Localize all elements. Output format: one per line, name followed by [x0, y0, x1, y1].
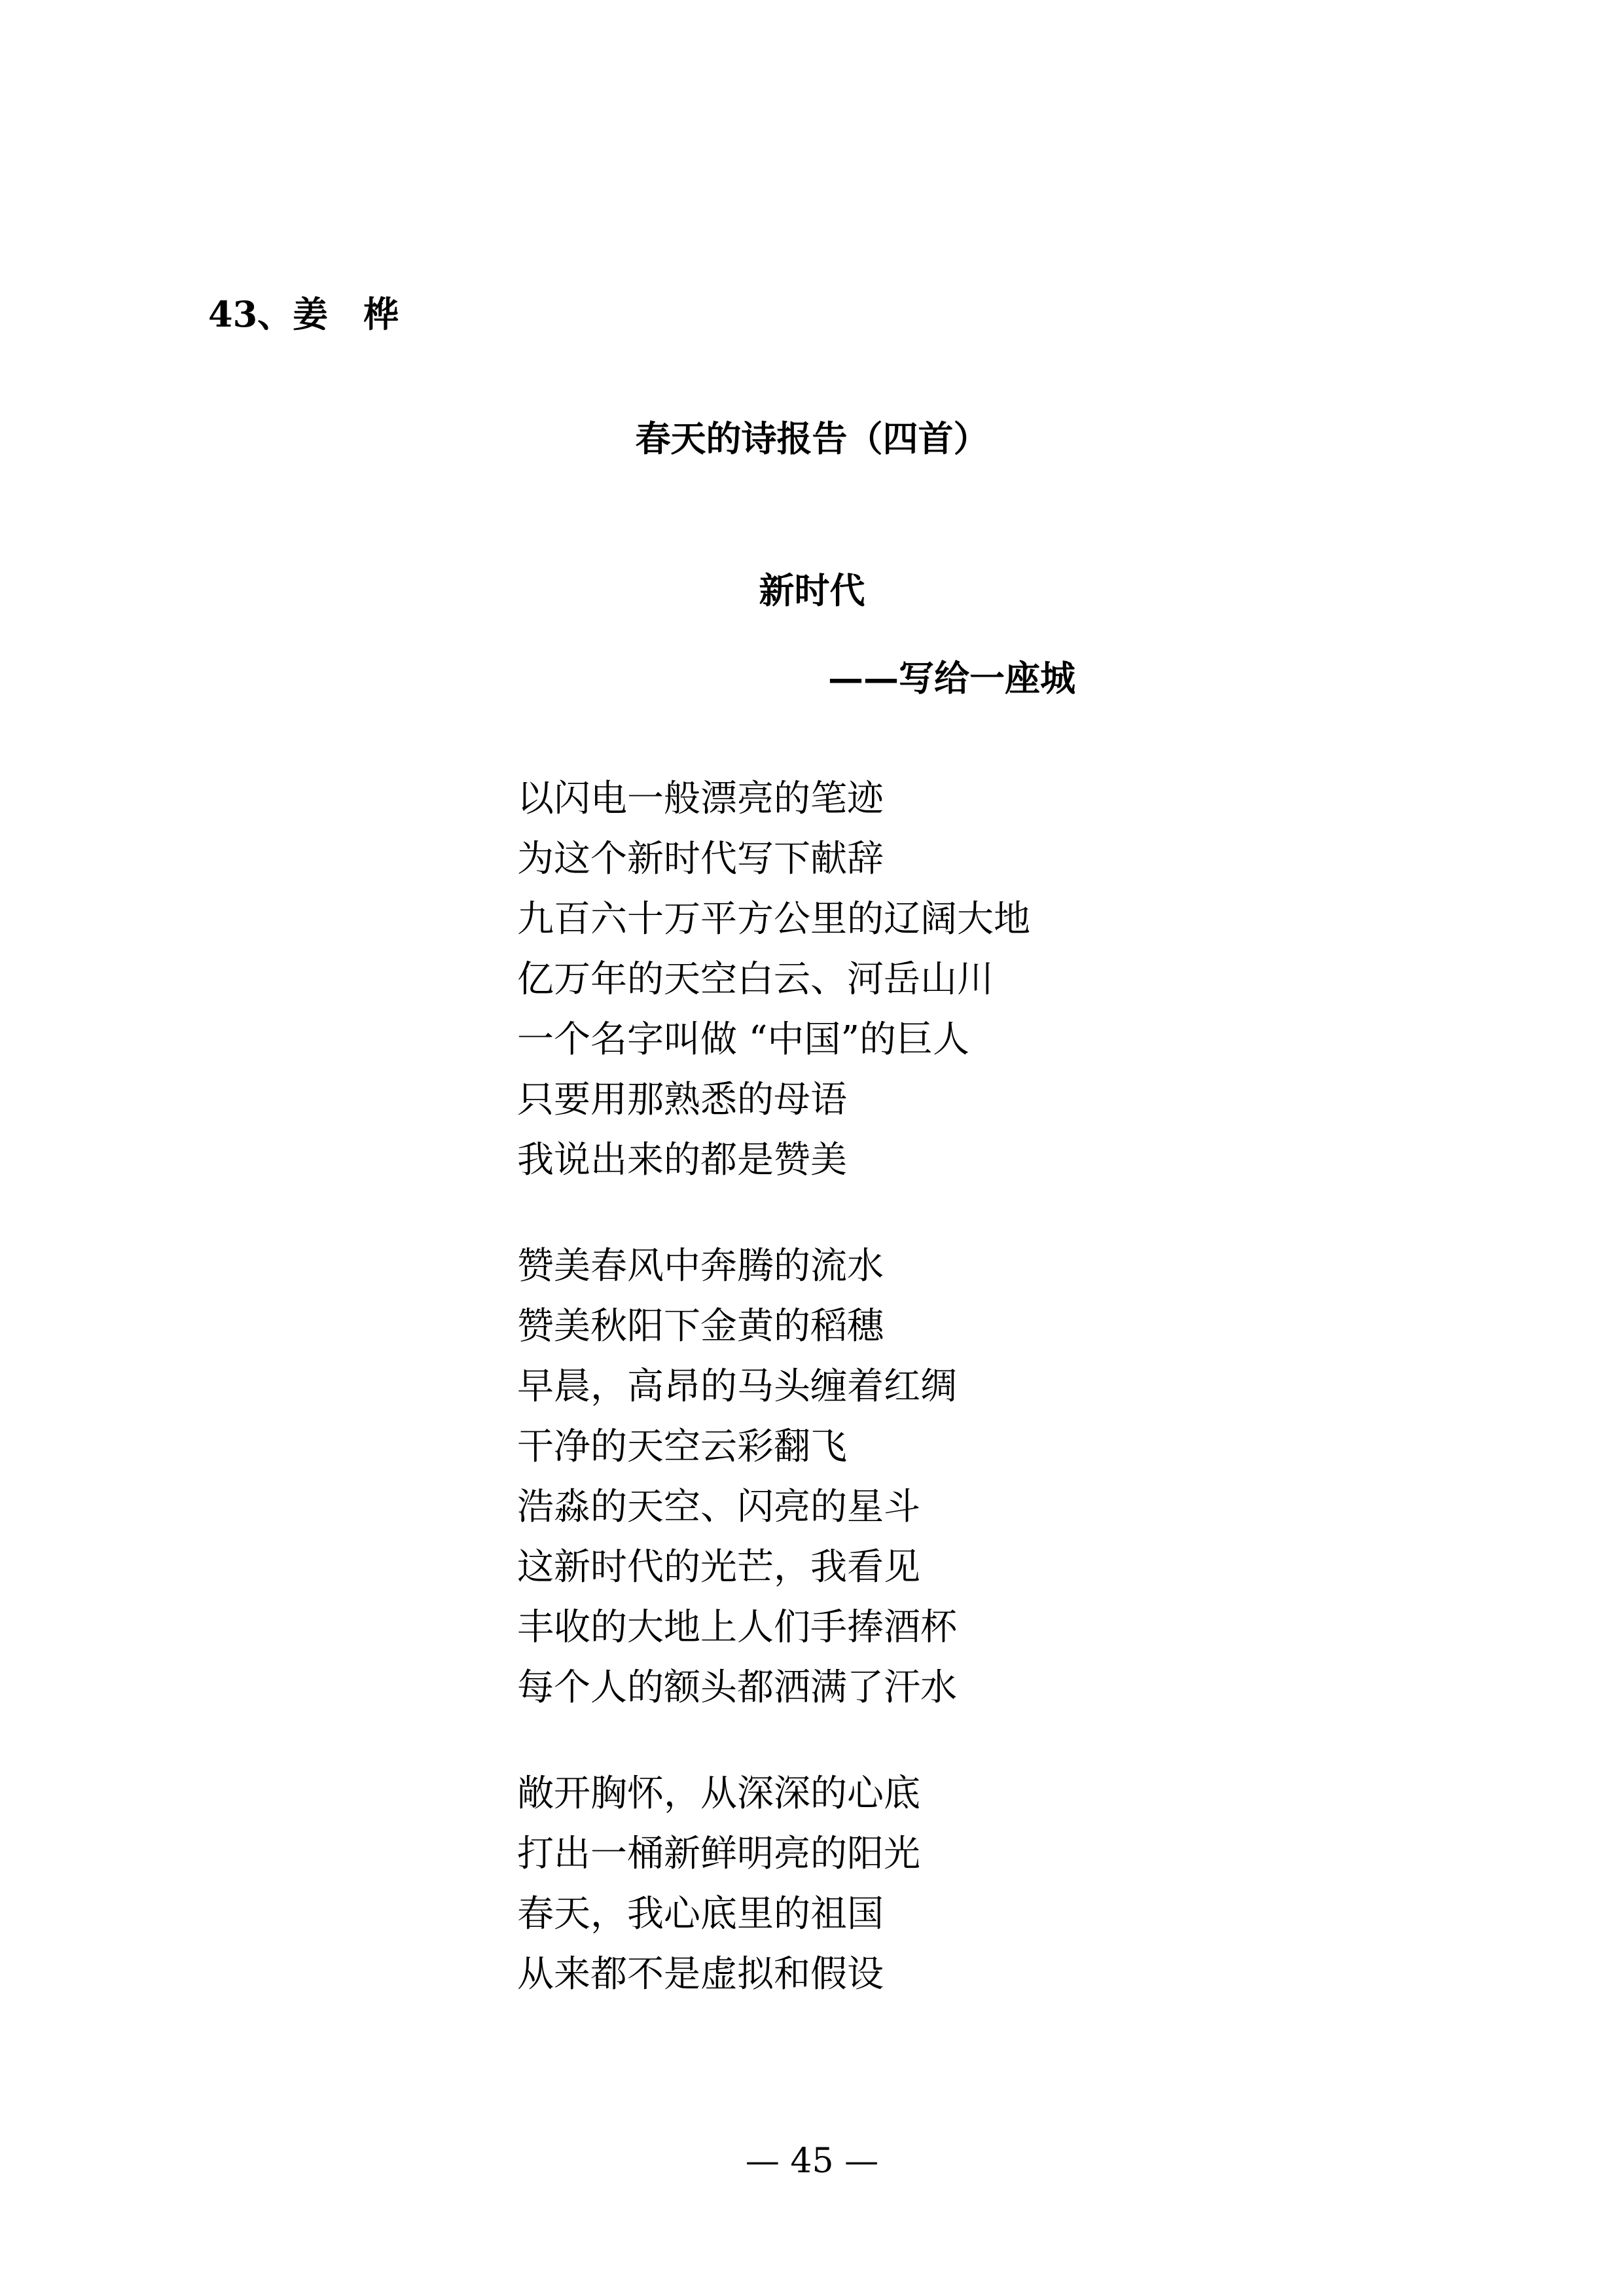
poem-line: 只要用那熟悉的母语: [517, 1079, 847, 1121]
stanza-2: [517, 1236, 1434, 1718]
poem-line: 每个人的额头都洒满了汗水: [517, 1666, 957, 1709]
poem-line: 九百六十万平方公里的辽阔大地: [517, 898, 1030, 941]
stanza-1: [517, 769, 1434, 1191]
poem-line: 我说出来的都是赞美: [517, 1139, 847, 1181]
poem-line: 赞美秋阳下金黄的稻穗: [517, 1305, 884, 1348]
poem-line: 浩淼的天空、闪亮的星斗: [517, 1486, 920, 1528]
poem-line: 亿万年的天空白云、河岳山川: [517, 958, 994, 1001]
poem-line: 敞开胸怀，从深深的心底: [517, 1772, 920, 1815]
poem-line: 一个名字叫做 “中国”的巨人: [517, 1018, 970, 1061]
stanza-3: [517, 1764, 1434, 2005]
poem-line: 这新时代的光芒，我看见: [517, 1546, 920, 1588]
poem-body: [517, 769, 1434, 2051]
poem-subtitle: ——写给一座城: [828, 657, 1075, 699]
poem-line: 春天，我心底里的祖国: [517, 1893, 884, 1935]
poem-line: 从来都不是虚拟和假设: [517, 1953, 884, 1996]
poem-line: 早晨，高昂的马头缠着红绸: [517, 1365, 957, 1408]
poem-line: 打出一桶新鲜明亮的阳光: [517, 1833, 920, 1875]
author-heading: 43、姜 桦: [208, 293, 399, 335]
page-number: — 45 —: [745, 2142, 879, 2181]
collection-title: 春天的诗报告（四首）: [635, 418, 989, 459]
poem-line: 为这个新时代写下献辞: [517, 838, 884, 880]
poem-line: 以闪电一般漂亮的笔迹: [517, 778, 884, 820]
poem-line: 赞美春风中奔腾的流水: [517, 1245, 884, 1287]
poem-line: 丰收的大地上人们手捧酒杯: [517, 1606, 957, 1649]
poem-line: 干净的天空云彩翻飞: [517, 1426, 847, 1468]
poem-title: 新时代: [759, 569, 865, 611]
